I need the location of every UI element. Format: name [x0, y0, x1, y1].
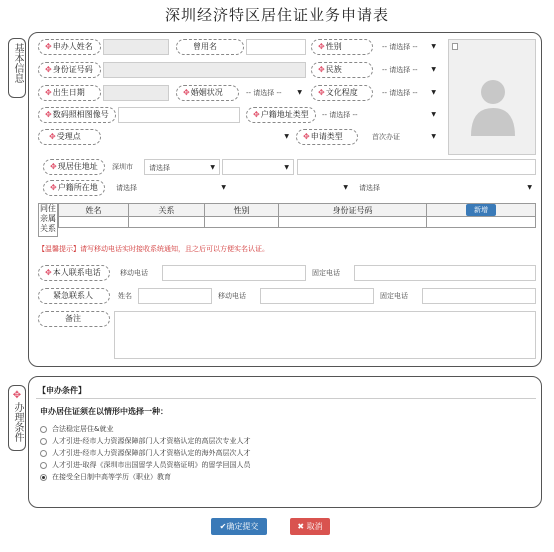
landline-input[interactable] — [354, 265, 536, 281]
chevron-down-icon: ▼ — [431, 43, 436, 50]
landline-label: 固定电话 — [312, 269, 340, 277]
col-header-action — [427, 204, 536, 217]
emergency-contact-label: 紧急联系人 — [38, 288, 110, 304]
hukou-district-select[interactable]: 请选择 ▼ — [355, 180, 536, 196]
ethnicity-select[interactable]: -- 请选择 -- ▼ — [378, 62, 440, 78]
emergency-name-input[interactable] — [138, 288, 212, 304]
city-value: 深圳市 — [112, 163, 133, 171]
radio-button[interactable] — [40, 450, 47, 457]
birth-date-label: ✥出生日期 — [38, 85, 101, 101]
education-select[interactable]: -- 请选择 -- ▼ — [378, 85, 440, 101]
id-number-label: ✥身份证号码 — [38, 62, 101, 78]
condition-option[interactable]: 人才引进-取得《深圳市出国留学人员资格证明》的留学回国人员 — [40, 460, 251, 470]
required-marker-icon: ✥ — [45, 42, 52, 51]
hukou-location-label: ✥户籍所在地 — [43, 180, 105, 196]
emergency-name-label: 姓名 — [118, 292, 132, 300]
district-select[interactable]: 请选择 ▼ — [144, 159, 220, 175]
cancel-button[interactable]: ✖ 取消 — [290, 518, 330, 535]
remarks-textarea[interactable] — [114, 311, 536, 359]
condition-option[interactable]: 在接受全日制中高等学历（职业）教育 — [40, 472, 171, 482]
condition-option[interactable]: 人才引进-经市人力资源保障部门人才资格认定的高层次专业人才 — [40, 436, 251, 446]
emergency-mobile-label: 移动电话 — [218, 292, 246, 300]
photo-id-input[interactable] — [118, 107, 240, 123]
hukou-type-label: ✥户籍地址类型 — [246, 107, 316, 123]
application-type-select[interactable]: 首次办证 ▼ — [366, 129, 440, 145]
address-detail-input[interactable] — [297, 159, 536, 175]
col-header-name: 姓名 — [59, 204, 129, 217]
col-header-relation: 关系 — [129, 204, 205, 217]
condition-option[interactable]: 人才引进-经市人力资源保障部门人才资格认定的海外高层次人才 — [40, 448, 251, 458]
applicant-name-label: ✥申办人姓名 — [38, 39, 101, 55]
street-select[interactable]: ▼ — [222, 159, 294, 175]
ethnicity-label: ✥民族 — [311, 62, 373, 78]
table-row — [59, 217, 536, 228]
gender-select[interactable]: -- 请选择 -- ▼ — [378, 39, 440, 55]
applicant-name-input[interactable] — [103, 39, 169, 55]
conditions-title: 【申办条件】 — [38, 386, 86, 395]
marital-select[interactable]: -- 请选择 -- ▼ — [242, 85, 306, 101]
col-header-id: 身份证号码 — [279, 204, 427, 217]
mobile-input[interactable] — [162, 265, 306, 281]
education-label: ✥文化程度 — [311, 85, 373, 101]
birth-date-input[interactable] — [103, 85, 169, 101]
col-header-gender: 性别 — [205, 204, 279, 217]
mobile-label: 移动电话 — [120, 269, 148, 277]
acceptance-label: ✥受理点 — [38, 129, 101, 145]
radio-button-selected[interactable] — [40, 474, 47, 481]
acceptance-select[interactable]: ▼ — [103, 129, 293, 145]
conditions-subtitle: 申办居住证须在以情形中选择一种： — [40, 407, 168, 416]
photo-placeholder[interactable] — [448, 39, 536, 155]
radio-button[interactable] — [40, 462, 47, 469]
gender-label: ✥性别 — [311, 39, 373, 55]
condition-option[interactable]: 合法稳定居住&就业 — [40, 424, 113, 434]
submit-button[interactable]: ✔确定提交 — [211, 518, 267, 535]
emergency-landline-label: 固定电话 — [380, 292, 408, 300]
id-number-input[interactable] — [103, 62, 306, 78]
marital-label: ✥婚姻状况 — [176, 85, 239, 101]
page-title: 深圳经济特区居住证业务申请表 — [164, 6, 389, 24]
current-address-label: ✥现居住地址 — [43, 159, 105, 175]
hint-text: 【温馨提示】请写移动电话实时接收系统通知，且之后可以方便实名认证。 — [38, 245, 269, 253]
table-header-row — [59, 204, 536, 217]
remarks-label: 备注 — [38, 311, 110, 327]
former-name-input[interactable] — [246, 39, 306, 55]
hukou-province-select[interactable]: 请选择 ▼ — [112, 180, 230, 196]
conditions-tab: ✥ 办理条件 — [8, 385, 26, 451]
relations-table — [58, 203, 536, 228]
emergency-landline-input[interactable] — [422, 288, 536, 304]
application-type-label: ✥申请类型 — [296, 129, 358, 145]
radio-button[interactable] — [40, 438, 47, 445]
hukou-type-select[interactable]: -- 请选择 -- ▼ — [318, 107, 440, 123]
emergency-mobile-input[interactable] — [260, 288, 374, 304]
add-relative-button[interactable]: 新增 — [466, 204, 496, 216]
radio-button[interactable] — [40, 426, 47, 433]
contact-phone-label: ✥本人联系电话 — [38, 265, 110, 281]
hukou-city-select[interactable]: ▼ — [232, 180, 352, 196]
close-icon: ✖ — [297, 522, 305, 531]
basic-info-tab: 基本信息 — [8, 38, 26, 98]
photo-id-label: ✥数码照相图像号 — [38, 107, 116, 123]
person-silhouette-icon — [449, 40, 537, 156]
circle-plus-icon: ✥ — [12, 390, 22, 401]
check-icon: ✔ — [219, 522, 227, 531]
conditions-divider — [36, 398, 536, 399]
former-name-label: 曾用名 — [176, 39, 244, 55]
relations-header: 同住亲属关系 — [38, 203, 58, 237]
